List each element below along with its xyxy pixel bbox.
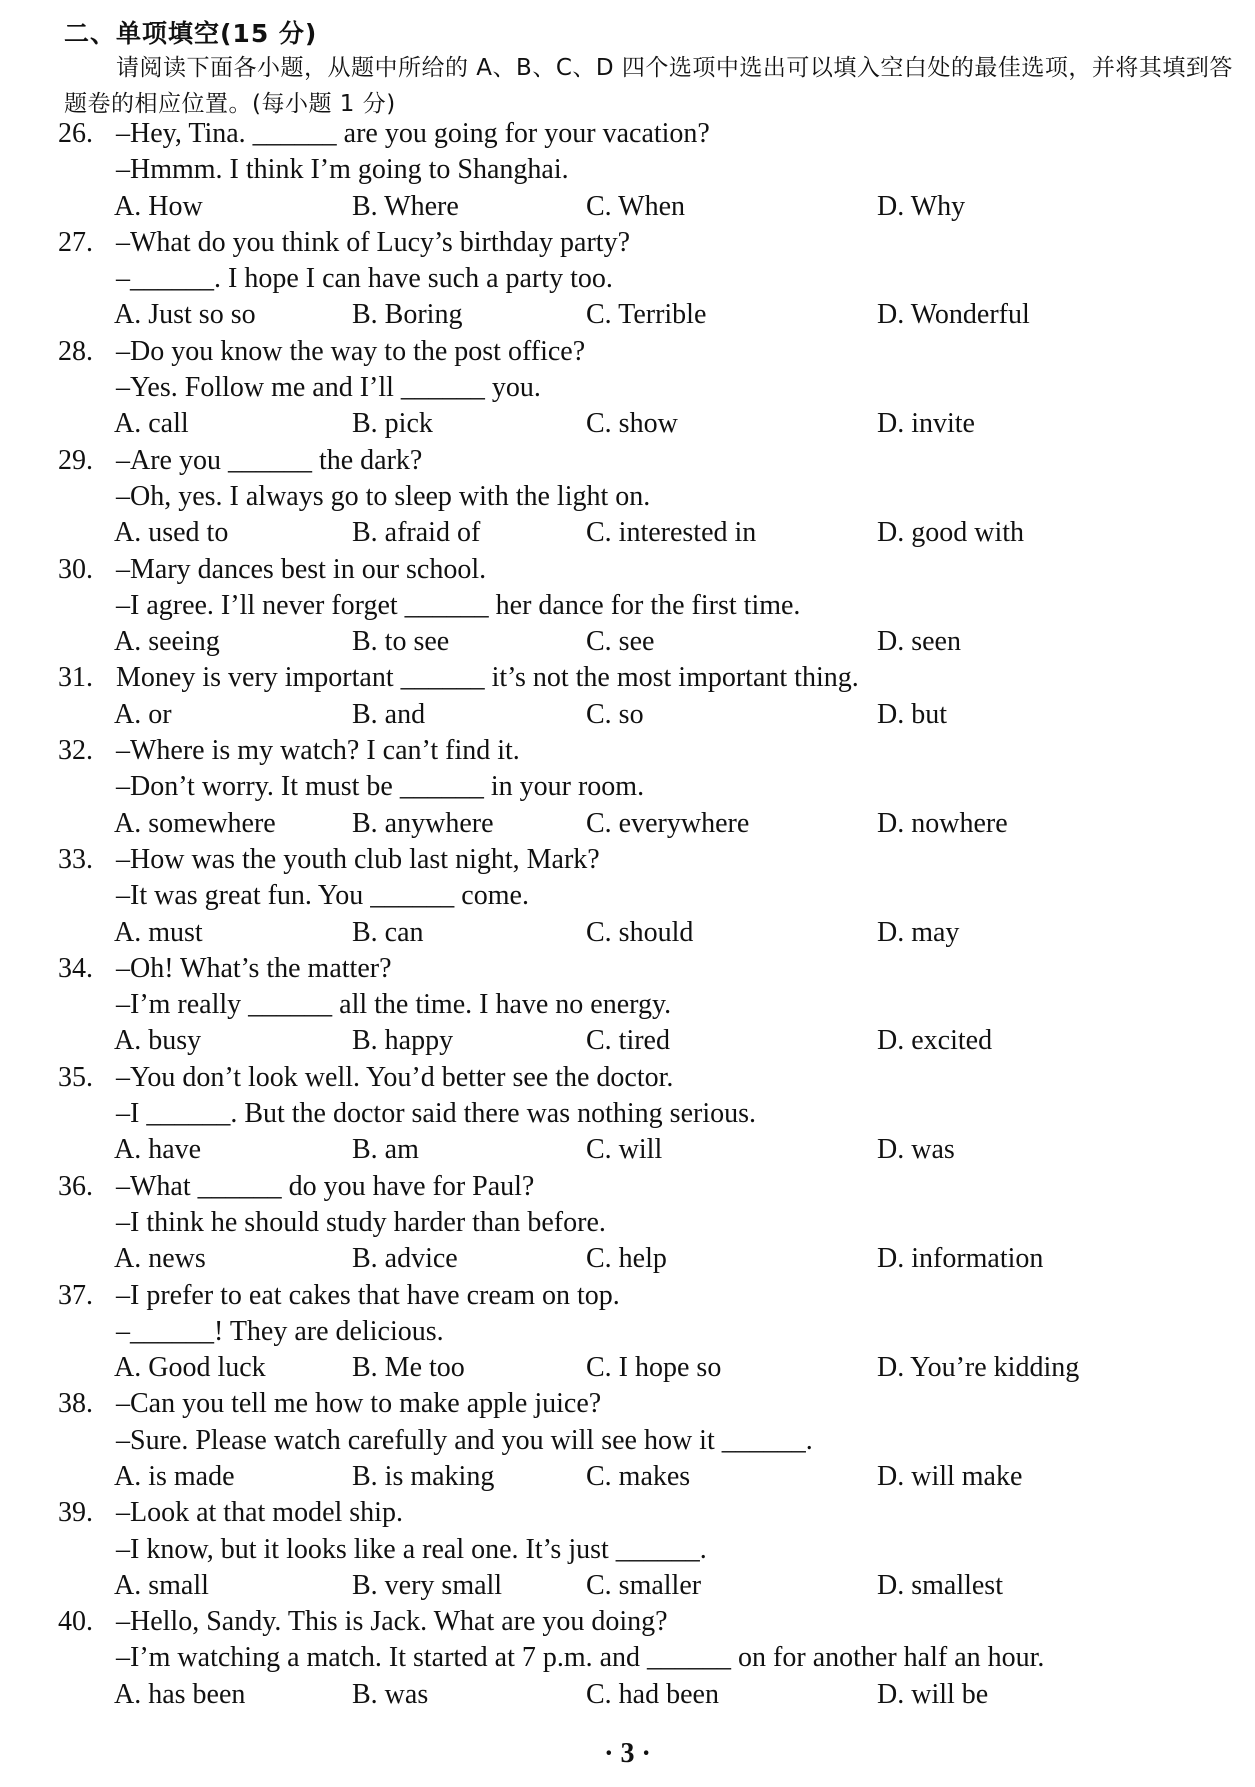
- question-line: [0, 1423, 1255, 1459]
- option-b: B. happy: [352, 1025, 454, 1057]
- question-line: [0, 878, 1255, 914]
- options-row: [0, 697, 1255, 733]
- option-c: C. I hope so: [586, 1352, 722, 1384]
- question-line: [0, 116, 1255, 152]
- question-number: 36.: [58, 1170, 93, 1202]
- question-item: [0, 842, 1255, 951]
- option-d: D. nowhere: [877, 807, 1008, 839]
- question-reply: –Don’t worry. It must be ______ in your room.: [116, 771, 645, 803]
- option-c: C. see: [586, 626, 655, 658]
- question-item: [0, 1278, 1255, 1387]
- options-row: [0, 1241, 1255, 1277]
- question-number: 31.: [58, 662, 93, 694]
- question-line: [0, 842, 1255, 878]
- question-line: [0, 552, 1255, 588]
- option-c: C. had been: [586, 1678, 719, 1710]
- option-d: D. but: [877, 698, 947, 730]
- options-row: [0, 1459, 1255, 1495]
- option-a: A. news: [114, 1243, 206, 1275]
- option-a: A. busy: [114, 1025, 202, 1057]
- option-a: A. have: [114, 1134, 202, 1166]
- option-a: A. has been: [114, 1678, 246, 1710]
- option-a: A. is made: [114, 1460, 235, 1492]
- question-line: [0, 987, 1255, 1023]
- option-c: C. everywhere: [586, 807, 750, 839]
- question-line: [0, 225, 1255, 261]
- question-item: [0, 1386, 1255, 1495]
- option-b: B. Where: [352, 190, 459, 222]
- question-number: 40.: [58, 1606, 93, 1638]
- question-item: [0, 1169, 1255, 1278]
- option-c: C. help: [586, 1243, 667, 1275]
- question-line: [0, 1314, 1255, 1350]
- question-line: [0, 1169, 1255, 1205]
- question-item: [0, 733, 1255, 842]
- question-number: 26.: [58, 118, 93, 149]
- question-line: [0, 588, 1255, 624]
- option-b: B. am: [352, 1134, 419, 1166]
- question-stem: –What ______ do you have for Paul?: [116, 1170, 535, 1202]
- option-d: D. smallest: [877, 1569, 1003, 1601]
- question-item: [0, 1495, 1255, 1604]
- options-row: [0, 1132, 1255, 1168]
- question-line: [0, 334, 1255, 370]
- option-c: C. makes: [586, 1460, 691, 1492]
- question-line: [0, 261, 1255, 297]
- question-line: [0, 1096, 1255, 1132]
- question-reply: –I know, but it looks like a real one. It’s just ______.: [116, 1533, 707, 1565]
- question-line: [0, 951, 1255, 987]
- question-reply: –I’m really ______ all the time. I have no energy.: [116, 989, 672, 1021]
- question-item: [0, 552, 1255, 661]
- option-c: C. show: [586, 408, 678, 440]
- question-item: [0, 660, 1255, 733]
- option-b: B. to see: [352, 626, 450, 658]
- question-reply: –Yes. Follow me and I’ll ______ you.: [116, 372, 541, 404]
- option-a: A. call: [114, 408, 189, 440]
- question-reply: –______! They are delicious.: [116, 1315, 444, 1347]
- option-c: C. tired: [586, 1025, 670, 1057]
- option-b: B. can: [352, 916, 424, 948]
- question-line: [0, 152, 1255, 188]
- question-number: 37.: [58, 1279, 93, 1311]
- option-b: B. Boring: [352, 299, 463, 331]
- question-line: [0, 1495, 1255, 1531]
- option-b: B. Me too: [352, 1352, 465, 1384]
- question-stem: –Can you tell me how to make apple juice?: [116, 1388, 602, 1420]
- option-d: D. excited: [877, 1025, 993, 1057]
- question-line: [0, 769, 1255, 805]
- option-d: D. Wonderful: [877, 299, 1030, 331]
- question-line: [0, 733, 1255, 769]
- question-reply: –I agree. I’ll never forget ______ her dance for the first time.: [116, 589, 801, 621]
- option-d: D. Why: [877, 190, 966, 222]
- option-d: D. will be: [877, 1678, 989, 1710]
- question-number: 30.: [58, 553, 93, 585]
- question-line: [0, 1278, 1255, 1314]
- question-line: [0, 370, 1255, 406]
- option-d: D. invite: [877, 408, 975, 440]
- option-d: D. may: [877, 916, 960, 948]
- option-c: C. will: [586, 1134, 663, 1166]
- question-number: 29.: [58, 444, 93, 476]
- question-stem: –Hello, Sandy. This is Jack. What are you doing?: [116, 1606, 668, 1638]
- question-line: [0, 1604, 1255, 1640]
- option-a: A. How: [114, 190, 203, 222]
- option-c: C. smaller: [586, 1569, 702, 1601]
- question-item: [0, 443, 1255, 552]
- option-a: A. seeing: [114, 626, 220, 658]
- option-a: A. somewhere: [114, 807, 276, 839]
- question-item: [0, 225, 1255, 334]
- question-number: 39.: [58, 1497, 93, 1529]
- question-line: [0, 1640, 1255, 1676]
- option-a: A. Just so so: [114, 299, 256, 331]
- option-b: B. pick: [352, 408, 433, 440]
- question-list: [0, 116, 1255, 1713]
- question-number: 38.: [58, 1388, 93, 1420]
- question-item: [0, 334, 1255, 443]
- question-item: [0, 951, 1255, 1060]
- question-reply: –Hmmm. I think I’m going to Shanghai.: [116, 154, 569, 186]
- question-item: [0, 1604, 1255, 1713]
- options-row: [0, 915, 1255, 951]
- question-number: 27.: [58, 226, 93, 258]
- question-line: [0, 1386, 1255, 1422]
- option-d: D. good with: [877, 517, 1024, 549]
- options-row: [0, 1350, 1255, 1386]
- option-d: D. was: [877, 1134, 955, 1166]
- question-line: [0, 479, 1255, 515]
- question-stem: –I prefer to eat cakes that have cream on top.: [116, 1279, 620, 1311]
- question-number: 32.: [58, 735, 93, 767]
- section-instructions: 请阅读下面各小题，从题中所给的 A、B、C、D 四个选项中选出可以填入空白处的最佳选项，并将其填到答题卷的相应位置。(每小题 1 分): [64, 55, 1233, 117]
- question-reply: –I ______. But the doctor said there was nothing serious.: [116, 1098, 757, 1130]
- option-d: D. seen: [877, 626, 961, 658]
- question-reply: –It was great fun. You ______ come.: [116, 880, 529, 912]
- options-row: [0, 406, 1255, 442]
- section-title: 二、单项填空(15 分): [64, 19, 318, 48]
- question-number: 33.: [58, 843, 93, 875]
- option-c: C. so: [586, 698, 644, 730]
- question-stem: –Oh! What’s the matter?: [116, 952, 392, 984]
- options-row: [0, 189, 1255, 225]
- question-reply: –I think he should study harder than before.: [116, 1206, 606, 1238]
- option-b: B. anywhere: [352, 807, 494, 839]
- question-stem: –What do you think of Lucy’s birthday party?: [116, 226, 630, 258]
- option-a: A. must: [114, 916, 203, 948]
- question-reply: –Oh, yes. I always go to sleep with the light on.: [116, 480, 651, 512]
- option-b: B. advice: [352, 1243, 458, 1275]
- question-stem: –Hey, Tina. ______ are you going for your vacation?: [116, 118, 710, 149]
- question-line: [0, 443, 1255, 479]
- question-item: [0, 116, 1255, 225]
- question-stem: Money is very important ______ it’s not the most important thing.: [116, 662, 859, 694]
- options-row: [0, 1677, 1255, 1713]
- option-b: B. very small: [352, 1569, 503, 1601]
- options-row: [0, 1568, 1255, 1604]
- options-row: [0, 515, 1255, 551]
- option-b: B. is making: [352, 1460, 495, 1492]
- question-stem: –Look at that model ship.: [116, 1497, 403, 1529]
- options-row: [0, 1023, 1255, 1059]
- option-d: D. information: [877, 1243, 1044, 1275]
- option-d: D. You’re kidding: [877, 1352, 1080, 1384]
- option-b: B. was: [352, 1678, 429, 1710]
- options-row: [0, 624, 1255, 660]
- question-line: [0, 660, 1255, 696]
- page-number: · 3 ·: [604, 1738, 651, 1769]
- question-reply: –Sure. Please watch carefully and you will see how it ______.: [116, 1424, 813, 1456]
- question-stem: –Do you know the way to the post office?: [116, 335, 586, 367]
- option-c: C. should: [586, 916, 694, 948]
- question-number: 34.: [58, 952, 93, 984]
- question-stem: –Where is my watch? I can’t find it.: [116, 735, 520, 767]
- option-a: A. Good luck: [114, 1352, 266, 1384]
- option-a: A. or: [114, 698, 172, 730]
- option-c: C. interested in: [586, 517, 757, 549]
- option-c: C. When: [586, 190, 686, 222]
- question-line: [0, 1532, 1255, 1568]
- options-row: [0, 297, 1255, 333]
- option-a: A. small: [114, 1569, 209, 1601]
- question-reply: –I’m watching a match. It started at 7 p.m. and ______ on for another half an hour.: [116, 1642, 1045, 1674]
- question-line: [0, 1060, 1255, 1096]
- question-item: [0, 1060, 1255, 1169]
- question-stem: –You don’t look well. You’d better see the doctor.: [116, 1061, 674, 1093]
- option-d: D. will make: [877, 1460, 1023, 1492]
- question-reply: –______. I hope I can have such a party too.: [116, 263, 613, 295]
- question-stem: –How was the youth club last night, Mark?: [116, 843, 600, 875]
- option-b: B. afraid of: [352, 517, 481, 549]
- option-b: B. and: [352, 698, 426, 730]
- options-row: [0, 806, 1255, 842]
- question-number: 28.: [58, 335, 93, 367]
- option-c: C. Terrible: [586, 299, 707, 331]
- question-line: [0, 1205, 1255, 1241]
- question-number: 35.: [58, 1061, 93, 1093]
- option-a: A. used to: [114, 517, 229, 549]
- question-stem: –Are you ______ the dark?: [116, 444, 423, 476]
- question-stem: –Mary dances best in our school.: [116, 553, 487, 585]
